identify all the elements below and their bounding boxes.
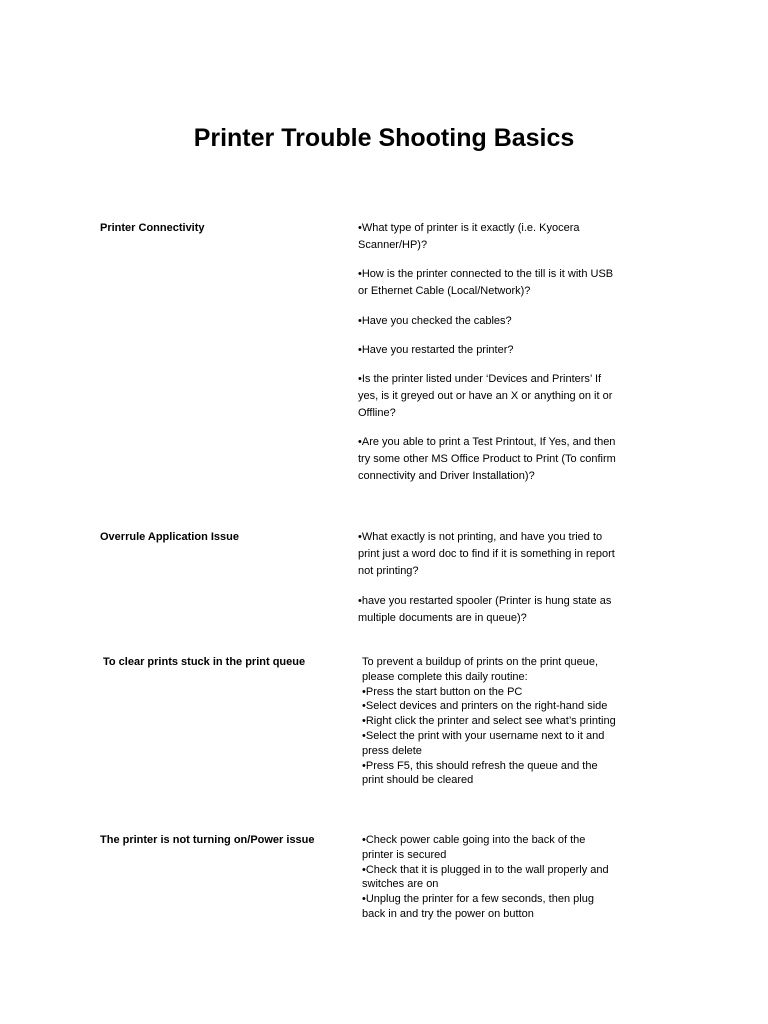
power-issue-step: •Check that it is plugged in to the wall properly and switches are on xyxy=(362,863,609,891)
clear-queue-step: •Press F5, this should refresh the queue and the print should be cleared xyxy=(362,759,598,787)
clear-queue-step: •Select the print with your username next to it and press delete xyxy=(362,729,605,757)
application-item-spooler: •have you restarted spooler (Printer is hung state as multiple documents are in queue)? xyxy=(358,595,612,624)
section-label-clear-print-queue: To clear prints stuck in the print queue xyxy=(103,656,306,668)
clear-queue-step: •Right click the printer and select see what’s printing xyxy=(362,715,616,728)
section-label-printer-connectivity: Printer Connectivity xyxy=(100,222,205,234)
section-label-power-issue: The printer is not turning on/Power issue xyxy=(100,834,315,846)
application-item-not-printing: •What exactly is not printing, and have you tried to print just a word doc to find if it is something in report not printing? xyxy=(358,531,615,577)
clear-queue-intro: To prevent a buildup of prints on the print queue, please complete this daily routine: xyxy=(362,656,599,683)
page-title: Printer Trouble Shooting Basics xyxy=(193,124,575,152)
connectivity-item-devices-listed: •Is the printer listed under ‘Devices and Printers’ If yes, is it greyed out or have an X or anything on it or Offline? xyxy=(358,373,613,419)
clear-queue-steps xyxy=(362,655,617,788)
power-issue-step: •Unplug the printer for a few seconds, then plug back in and try the power on button xyxy=(362,893,594,920)
section-label-overrule-application: Overrule Application Issue xyxy=(100,531,239,543)
connectivity-item-restart: •Have you restarted the printer? xyxy=(358,344,514,356)
connectivity-item-printer-type: •What type of printer is it exactly (i.e. Kyocera Scanner/HP)? xyxy=(358,222,580,251)
clear-queue-step: •Press the start button on the PC xyxy=(362,685,523,698)
connectivity-item-cables: •Have you checked the cables? xyxy=(358,315,512,327)
power-issue-step: •Check power cable going into the back of the printer is secured xyxy=(362,834,586,861)
power-issue-steps xyxy=(362,833,617,922)
clear-queue-step: •Select devices and printers on the right-hand side xyxy=(362,700,608,713)
connectivity-item-test-printout: •Are you able to print a Test Printout, If Yes, and then try some other MS Office Product to Print (To confirm connectivity and Driver Installation)? xyxy=(358,436,616,482)
connectivity-item-connection-type: •How is the printer connected to the till is it with USB or Ethernet Cable (Local/Network)? xyxy=(358,268,614,297)
